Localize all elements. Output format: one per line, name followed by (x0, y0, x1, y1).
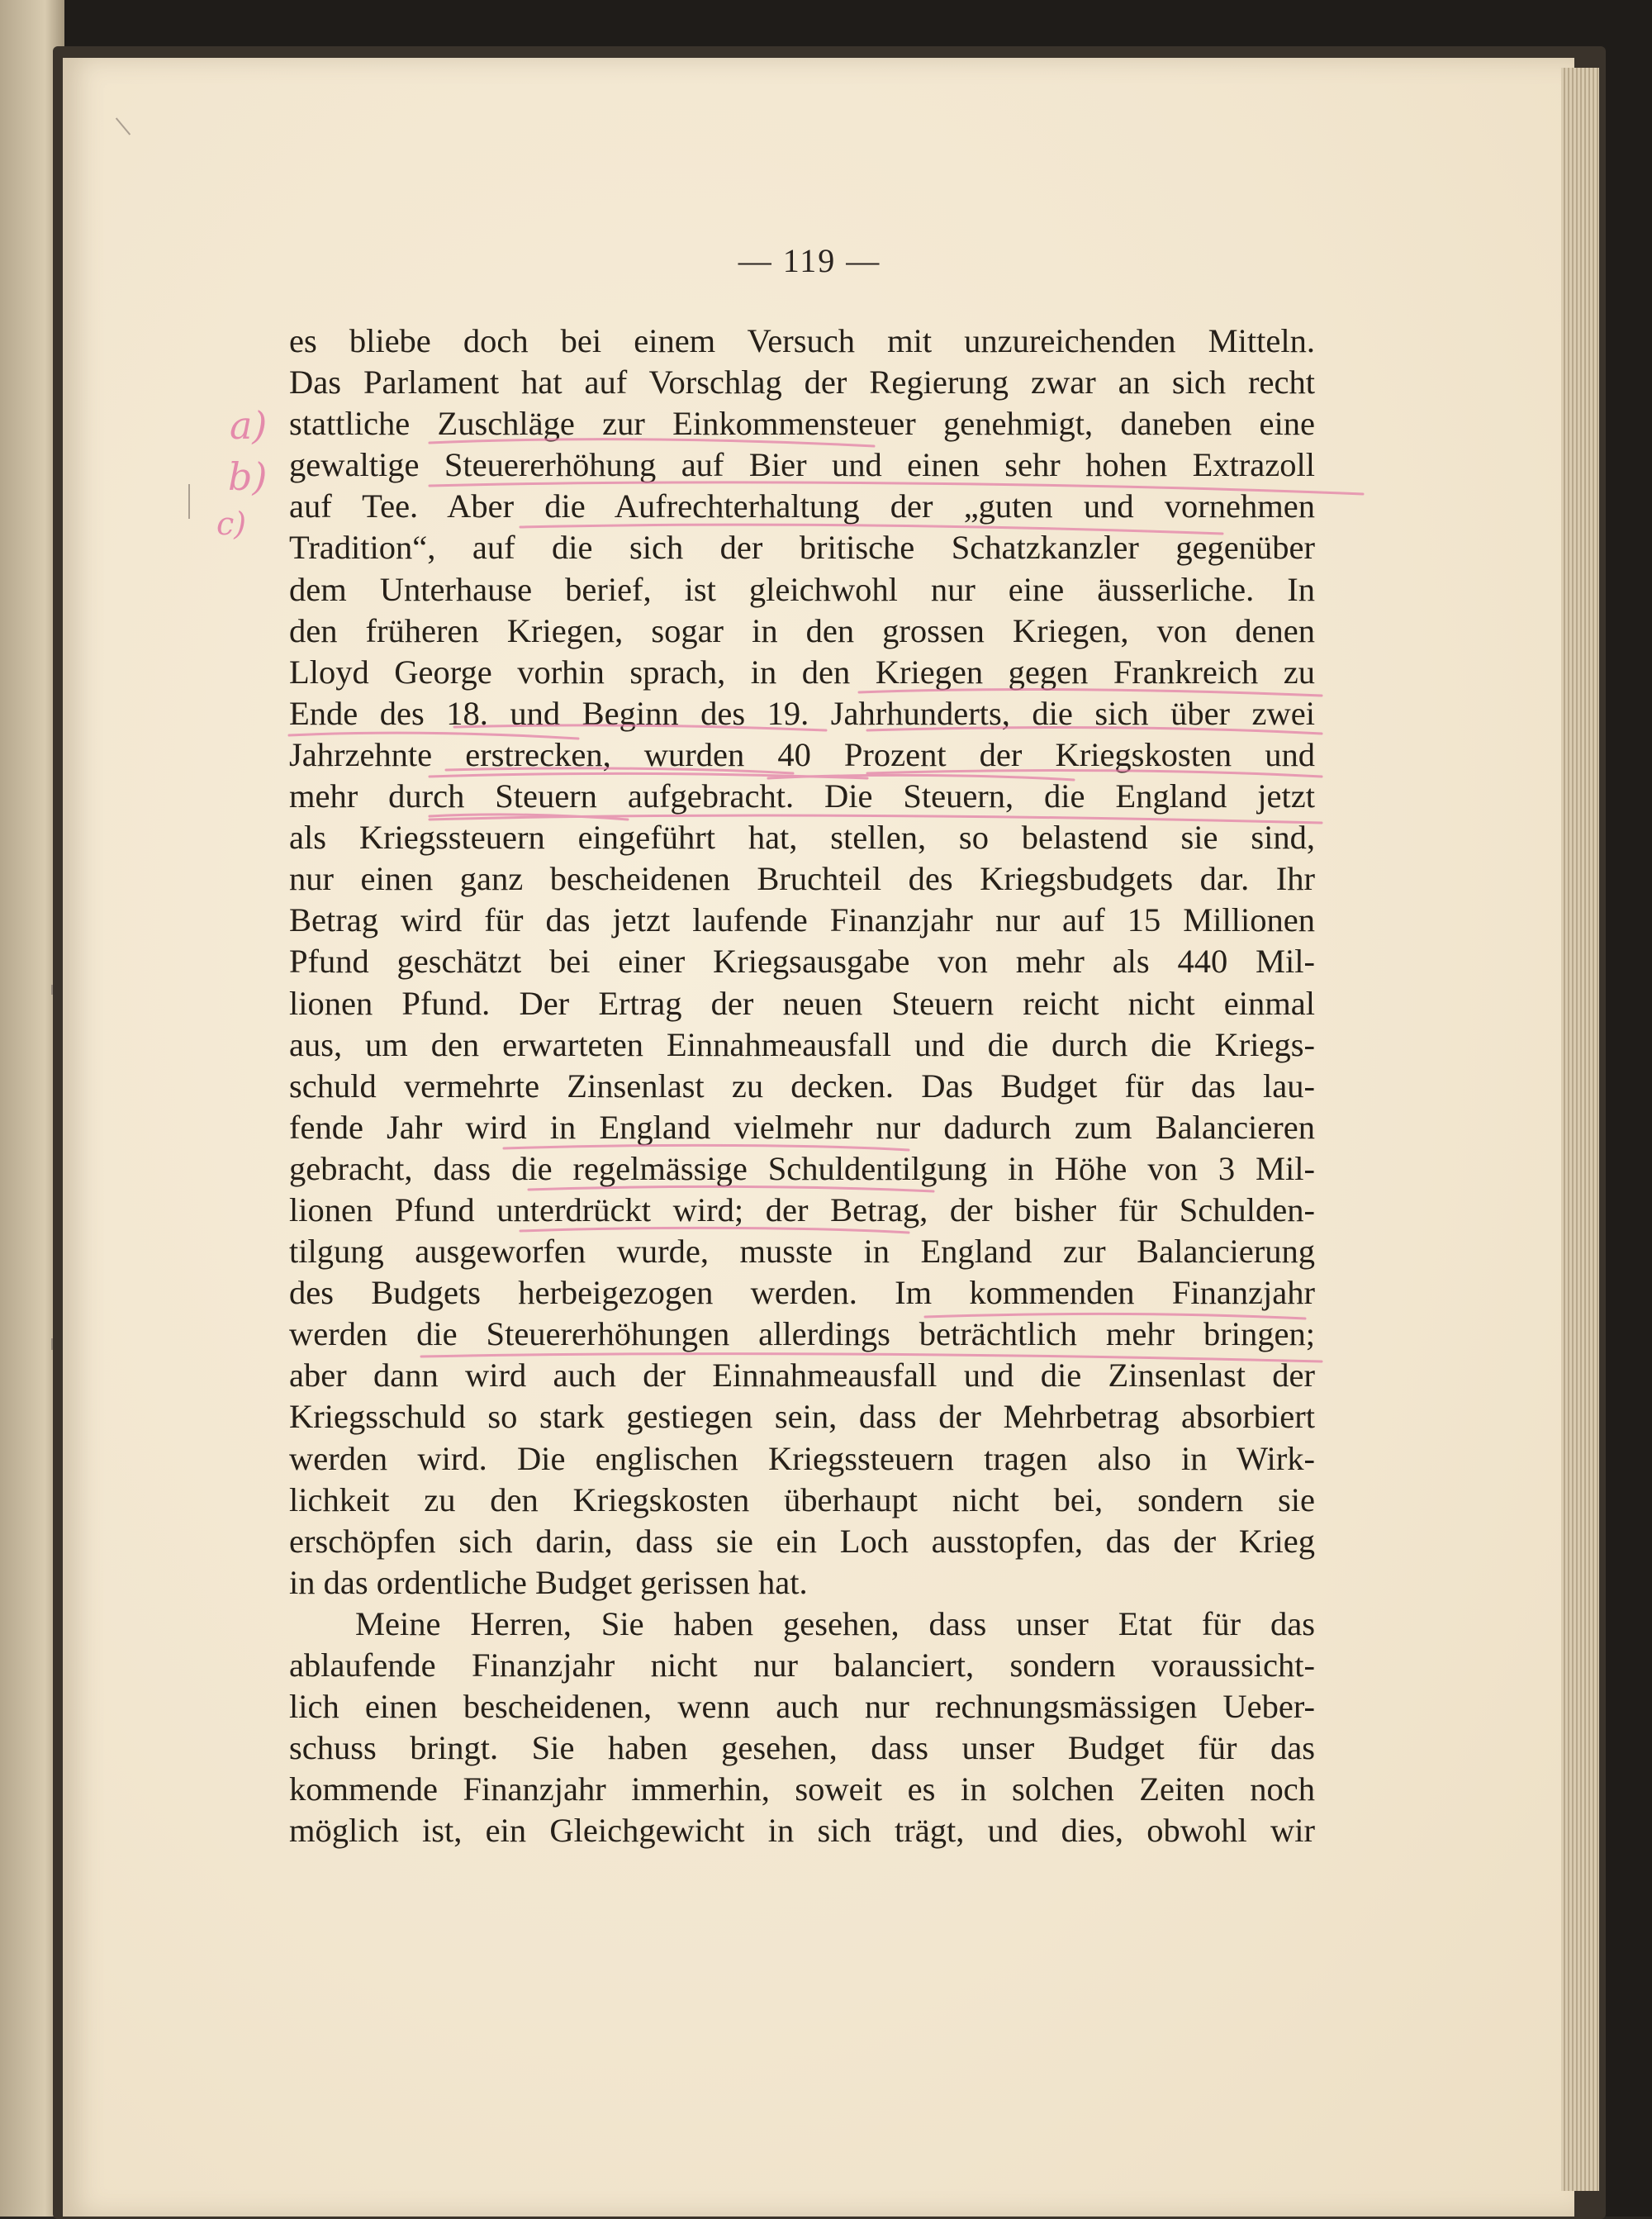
text-line: Pfund geschätzt bei einer Kriegsausgabe von mehr als 440 Mil- (289, 943, 1315, 981)
text-line: tilgung ausgeworfen wurde, musste in England zur Balancierung (289, 1233, 1315, 1271)
body-text (289, 321, 1315, 1851)
text-line: werden wird. Die englischen Kriegssteuern tragen also in Wirk- (289, 1439, 1315, 1477)
text-line: dem Unterhause berief, ist gleichwohl nur eine äusserliche. In (289, 570, 1315, 608)
text-line: lich einen bescheidenen, wenn auch nur rechnungsmässigen Ueber- (289, 1688, 1315, 1726)
text-line: stattliche Zuschläge zur Einkommensteuer genehmigt, daneben eine (289, 405, 1315, 443)
text-line: werden die Steuererhöhungen allerdings beträchtlich mehr bringen; (289, 1315, 1315, 1353)
text-line: erschöpfen sich darin, dass sie ein Loch ausstopfen, das der Krieg (289, 1522, 1315, 1560)
text-line: es bliebe doch bei einem Versuch mit unzureichenden Mitteln. (289, 322, 1315, 359)
text-line: lionen Pfund. Der Ertrag der neuen Steuern reicht nicht einmal (289, 984, 1315, 1022)
text-line: in das ordentliche Budget gerissen hat. (289, 1563, 808, 1601)
text-line: auf Tee. Aber die Aufrechterhaltung der „guten und vornehmen (289, 487, 1315, 525)
margin-note-c: c) (216, 506, 247, 542)
page-stack-edges (1561, 68, 1599, 2191)
pencil-tick (51, 1338, 53, 1350)
text-line: möglich ist, ein Gleichgewicht in sich trägt, und dies, obwohl wir (289, 1812, 1315, 1850)
pencil-tick (188, 484, 190, 519)
text-line: Jahrzehnte erstrecken, wurden 40 Prozent der Kriegskosten und (289, 735, 1315, 773)
text-line: Lloyd George vorhin sprach, in den Kriegen gegen Frankreich zu (289, 653, 1315, 691)
text-line: Ende des 18. und Beginn des 19. Jahrhunderts, die sich über zwei (289, 694, 1315, 732)
margin-note-a: a) (230, 403, 268, 448)
text-line: aber dann wird auch der Einnahmeausfall und die Zinsenlast der (289, 1357, 1315, 1395)
text-line: lionen Pfund unterdrückt wird; der Betrag, der bisher für Schulden- (289, 1190, 1315, 1228)
text-line: mehr durch Steuern aufgebracht. Die Steuern, die England jetzt (289, 777, 1315, 815)
text-line: Kriegsschuld so stark gestiegen sein, dass der Mehrbetrag absorbiert (289, 1398, 1315, 1436)
text-line: Tradition“, auf die sich der britische Schatzkanzler gegenüber (289, 529, 1315, 567)
text-line: gewaltige Steuererhöhung auf Bier und einen sehr hohen Extrazoll (289, 446, 1315, 484)
page-number: — 119 — (738, 242, 881, 279)
text-line: des Budgets herbeigezogen werden. Im kommenden Finanzjahr (289, 1274, 1315, 1312)
text-line: nur einen ganz bescheidenen Bruchteil des Kriegsbudgets dar. Ihr (289, 860, 1315, 898)
text-line: kommende Finanzjahr immerhin, soweit es in solchen Zeiten noch (289, 1770, 1315, 1808)
text-line: aus, um den erwarteten Einnahmeausfall und die durch die Kriegs- (289, 1025, 1315, 1063)
margin-note-b: b) (228, 454, 268, 499)
text-line: ablaufende Finanzjahr nicht nur balanciert, sondern voraussicht- (289, 1646, 1315, 1684)
text-line: gebracht, dass die regelmässige Schuldentilgung in Höhe von 3 Mil- (289, 1149, 1315, 1187)
text-line: schuss bringt. Sie haben gesehen, dass unser Budget für das (289, 1729, 1315, 1767)
text-line: schuld vermehrte Zinsenlast zu decken. Das Budget für das lau- (289, 1067, 1315, 1105)
text-line: Das Parlament hat auf Vorschlag der Regierung zwar an sich recht (289, 363, 1315, 402)
pencil-tick (51, 985, 53, 995)
text-line: Meine Herren, Sie haben gesehen, dass unser Etat für das (355, 1604, 1315, 1642)
text-line: als Kriegssteuern eingeführt hat, stellen, so belastend sie sind, (289, 819, 1315, 857)
text-line: fende Jahr wird in England vielmehr nur dadurch zum Balancieren (289, 1108, 1315, 1146)
text-line: den früheren Kriegen, sogar in den grossen Kriegen, von denen (289, 611, 1315, 649)
text-line: lichkeit zu den Kriegskosten überhaupt nicht bei, sondern sie (289, 1480, 1315, 1518)
text-line: Betrag wird für das jetzt laufende Finanzjahr nur auf 15 Millionen (289, 901, 1315, 939)
